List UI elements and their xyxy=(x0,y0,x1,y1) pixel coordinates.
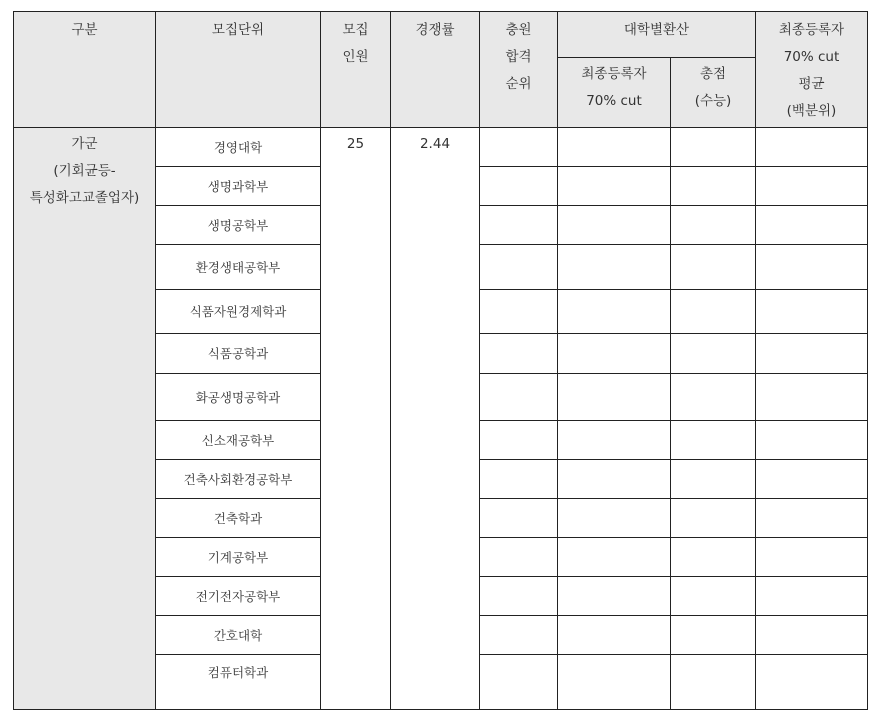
final-avg-cell xyxy=(756,290,868,334)
univ-cut-cell xyxy=(558,616,671,655)
recruit-count: 25 xyxy=(321,128,391,710)
rank-cell xyxy=(480,421,558,460)
header-final: 최종등록자 70% cut 평균 (백분위) xyxy=(756,12,868,128)
univ-cut-cell xyxy=(558,206,671,245)
univ-cut-cell xyxy=(558,421,671,460)
rank-cell xyxy=(480,374,558,421)
header-recruit: 모집 인원 xyxy=(321,12,391,128)
dept-cell: 화공생명공학과 xyxy=(156,374,321,421)
univ-total-cell xyxy=(671,655,756,710)
dept-cell: 경영대학 xyxy=(156,128,321,167)
univ-total-cell xyxy=(671,577,756,616)
final-avg-cell xyxy=(756,206,868,245)
univ-cut-cell xyxy=(558,245,671,290)
final-avg-cell xyxy=(756,538,868,577)
univ-total-cell xyxy=(671,167,756,206)
univ-cut-cell xyxy=(558,290,671,334)
univ-total-cell xyxy=(671,499,756,538)
group-label: 가군 (기회균등- 특성화고교졸업자) xyxy=(14,128,156,710)
rank-cell xyxy=(480,334,558,374)
final-avg-cell xyxy=(756,655,868,710)
rank-cell xyxy=(480,577,558,616)
rank-cell xyxy=(480,290,558,334)
header-gubun: 구분 xyxy=(14,12,156,128)
univ-cut-cell xyxy=(558,460,671,499)
final-avg-cell xyxy=(756,499,868,538)
header-univ-cut: 최종등록자 70% cut xyxy=(558,58,671,128)
final-avg-cell xyxy=(756,128,868,167)
final-avg-cell xyxy=(756,334,868,374)
header-rank: 충원 합격 순위 xyxy=(480,12,558,128)
rank-cell xyxy=(480,538,558,577)
rank-cell xyxy=(480,616,558,655)
univ-total-cell xyxy=(671,374,756,421)
rank-cell xyxy=(480,206,558,245)
univ-total-cell xyxy=(671,334,756,374)
rank-cell xyxy=(480,128,558,167)
univ-total-cell xyxy=(671,290,756,334)
final-avg-cell xyxy=(756,616,868,655)
header-rate: 경쟁률 xyxy=(391,12,480,128)
final-avg-cell xyxy=(756,421,868,460)
dept-cell: 식품공학과 xyxy=(156,334,321,374)
dept-cell: 컴퓨터학과 xyxy=(156,655,321,710)
final-avg-cell xyxy=(756,374,868,421)
header-univ-total: 총점 (수능) xyxy=(671,58,756,128)
univ-total-cell xyxy=(671,421,756,460)
univ-total-cell xyxy=(671,538,756,577)
univ-total-cell xyxy=(671,245,756,290)
dept-cell: 건축사회환경공학부 xyxy=(156,460,321,499)
dept-cell: 기계공학부 xyxy=(156,538,321,577)
dept-cell: 간호대학 xyxy=(156,616,321,655)
univ-cut-cell xyxy=(558,128,671,167)
univ-total-cell xyxy=(671,460,756,499)
header-unit: 모집단위 xyxy=(156,12,321,128)
dept-cell: 전기전자공학부 xyxy=(156,577,321,616)
univ-cut-cell xyxy=(558,499,671,538)
univ-total-cell xyxy=(671,128,756,167)
rank-cell xyxy=(480,245,558,290)
dept-cell: 신소재공학부 xyxy=(156,421,321,460)
header-univ: 대학별환산 xyxy=(558,12,756,58)
final-avg-cell xyxy=(756,245,868,290)
rank-cell xyxy=(480,167,558,206)
univ-total-cell xyxy=(671,206,756,245)
rank-cell xyxy=(480,460,558,499)
rank-cell xyxy=(480,655,558,710)
dept-cell: 식품자원경제학과 xyxy=(156,290,321,334)
dept-cell: 환경생태공학부 xyxy=(156,245,321,290)
univ-total-cell xyxy=(671,616,756,655)
admission-table xyxy=(13,11,868,710)
final-avg-cell xyxy=(756,167,868,206)
univ-cut-cell xyxy=(558,334,671,374)
univ-cut-cell xyxy=(558,374,671,421)
univ-cut-cell xyxy=(558,655,671,710)
univ-cut-cell xyxy=(558,167,671,206)
dept-cell: 생명과학부 xyxy=(156,167,321,206)
dept-cell: 생명공학부 xyxy=(156,206,321,245)
univ-cut-cell xyxy=(558,538,671,577)
competition-rate: 2.44 xyxy=(391,128,480,710)
final-avg-cell xyxy=(756,460,868,499)
rank-cell xyxy=(480,499,558,538)
final-avg-cell xyxy=(756,577,868,616)
dept-cell: 건축학과 xyxy=(156,499,321,538)
univ-cut-cell xyxy=(558,577,671,616)
